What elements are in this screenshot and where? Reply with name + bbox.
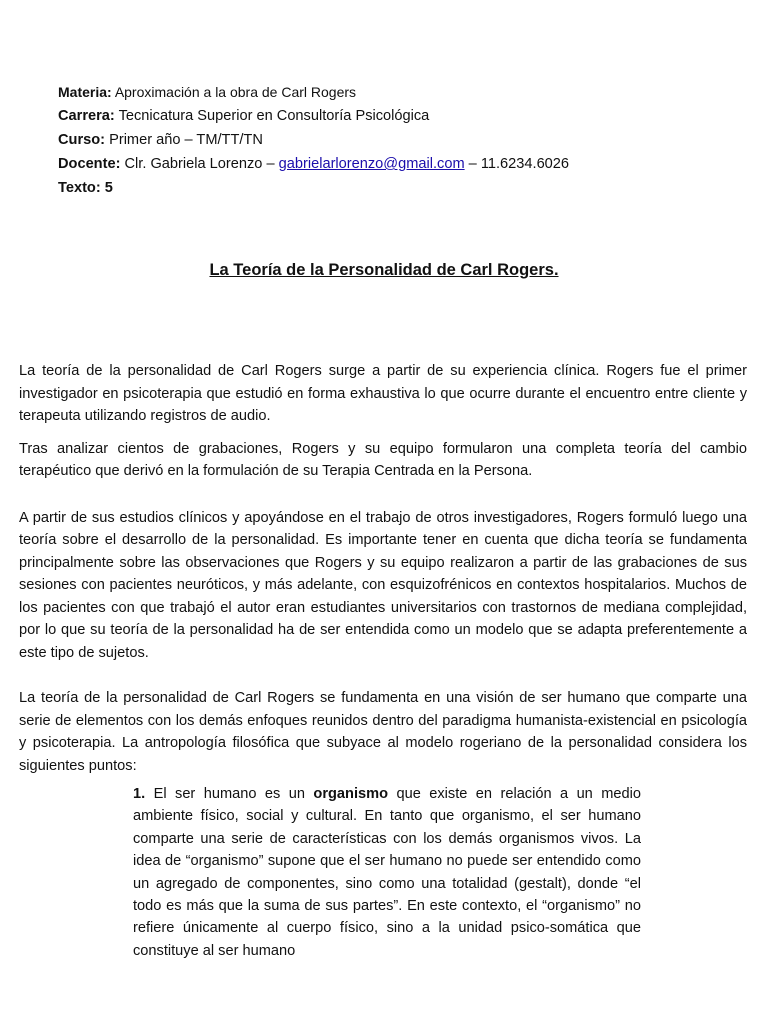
docente-email-link[interactable]: gabrielarlorenzo@gmail.com bbox=[278, 156, 465, 172]
docente-phone: – 11.6234.6026 bbox=[468, 156, 570, 172]
materia-label: Materia: bbox=[58, 84, 112, 100]
document-title: La Teoría de la Personalidad de Carl Rogers. bbox=[209, 261, 559, 279]
document-body bbox=[19, 360, 747, 777]
principles-list bbox=[133, 783, 641, 962]
curso-label: Curso: bbox=[58, 132, 106, 148]
paragraph-4: La teoría de la personalidad de Carl Rogers se fundamenta en una visión de ser humano que comparte una serie de elementos con los demás enfoques reunidos dentro del paradigma humanista-existencial en psicología y psicoterapia. La antropología filosófica que subyace al modelo rogeriano de la personalidad considera los siguientes puntos: bbox=[19, 690, 747, 774]
texto-label: Texto: 5 bbox=[58, 180, 113, 196]
list-item-text-before: El ser humano es un bbox=[153, 786, 305, 802]
docente-label: Docente: bbox=[58, 156, 121, 172]
curso-value: Primer año – TM/TT/TN bbox=[109, 132, 263, 148]
materia-line bbox=[58, 80, 718, 104]
docente-name: Clr. Gabriela Lorenzo – bbox=[124, 156, 275, 172]
curso-line bbox=[58, 128, 718, 152]
list-item-text-after: que existe en relación a un medio ambiente físico, social y cultural. En tanto que organismo, el ser humano comparte una serie de características con los demás organismos vivos. La idea de “organismo” supone que el ser humano no puede ser entendido como un agregado de componentes, sino como una totalidad (gestalt), donde “el todo es más que la suma de sus partes”. En este contexto, el “organismo” no refiere únicamente al cuerpo físico, sino a la unidad psico-somática que constituye al ser humano bbox=[133, 786, 641, 959]
list-item-keyword: organismo bbox=[313, 786, 389, 802]
course-header bbox=[58, 80, 718, 200]
docente-line bbox=[58, 152, 718, 176]
carrera-label: Carrera: bbox=[58, 108, 115, 124]
carrera-line bbox=[58, 104, 718, 128]
carrera-value: Tecnicatura Superior en Consultoría Psicológica bbox=[118, 108, 430, 124]
materia-value: Aproximación a la obra de Carl Rogers bbox=[114, 84, 357, 100]
paragraph-1: La teoría de la personalidad de Carl Rogers surge a partir de su experiencia clínica. Rogers fue el primer investigador en psicoterapia que estudió en forma exhaustiva lo que ocurre durante el encuentro entre cliente y terapeuta utilizando registros de audio. bbox=[19, 363, 747, 424]
list-item bbox=[133, 783, 641, 962]
texto-line bbox=[58, 176, 718, 200]
paragraph-3: A partir de sus estudios clínicos y apoyándose en el trabajo de otros investigadores, Rogers formuló luego una teoría sobre el desarrollo de la personalidad. Es importante tener en cuenta que dicha teoría se fundamenta principalmente sobre las observaciones que Rogers y su equipo realizaron a partir de las grabaciones de sus sesiones con pacientes neuróticos, y más adelante, con esquizofrénicos en contextos hospitalarios. Muchos de los pacientes con que trabajó el autor eran estudiantes universitarios con trastornos de mediana complejidad, por lo que su teoría de la personalidad ha de ser entendida como un modelo que se adapta preferentemente a este tipo de sujetos. bbox=[19, 509, 747, 661]
list-item-number: 1. bbox=[133, 786, 146, 802]
paragraph-2: Tras analizar cientos de grabaciones, Rogers y su equipo formularon una completa teoría del cambio terapéutico que derivó en la formulación de su Terapia Centrada en la Persona. bbox=[19, 440, 747, 479]
